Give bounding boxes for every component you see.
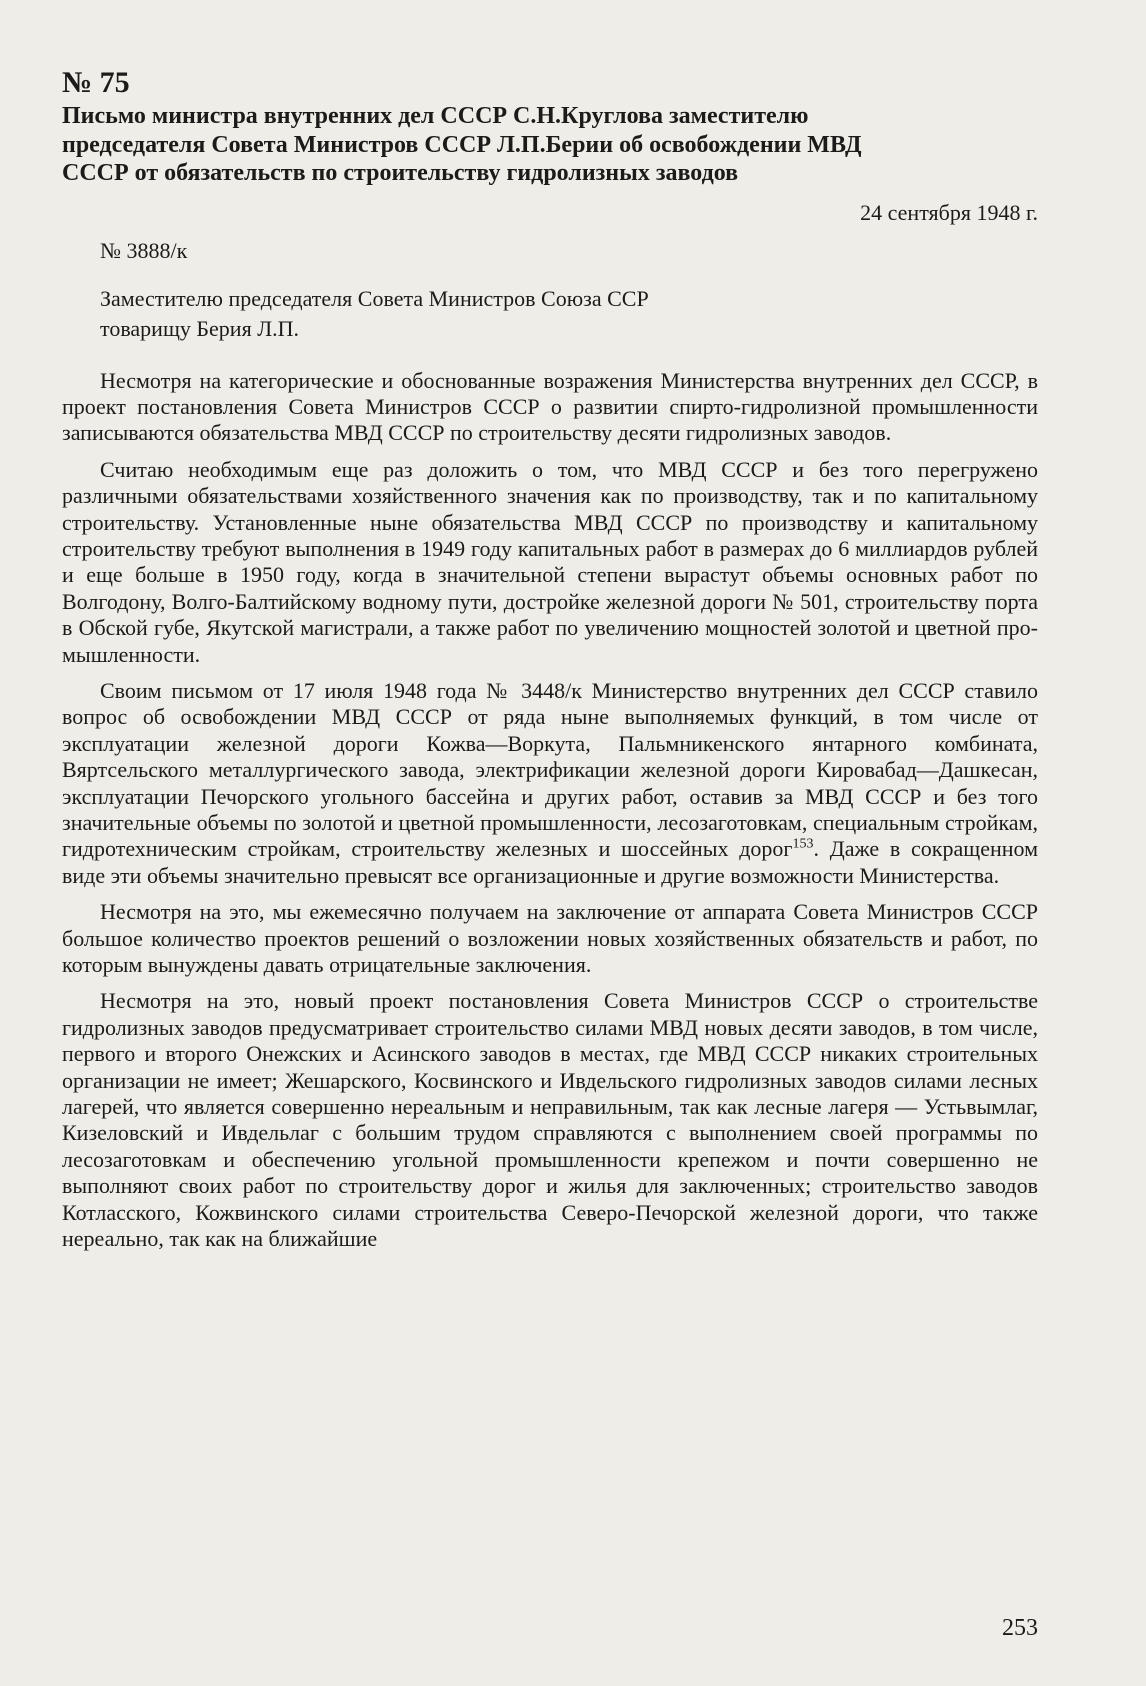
page-number: 253 [1002,1615,1038,1641]
paragraph: Несмотря на категорические и обоснованные возражения Министерства внутренних дел СССР, в проект постановления Совета Министров СССР о развитии спирто-гидролизной промышленности записываются обязательства МВД СССР по строительству десяти гидролизных заводов. [62,367,1038,446]
paragraph-text: Своим письмом от 17 июля 1948 года № 3448/к Министерство внутренних дел СССР ставило вопрос об освобождении МВД СССР от ряда ныне выполняемых функций, в том числе от эксплуатации железной дороги Кожва—Воркута, Пальмникенского янтарного комбината, Вяртсельского металлургического завода, электрификации железной дороги Кировабад—Дашкесан, эксплуатации Печорского угольного бассейна и других работ, оставив за МВД СССР и без того значительные объемы по золотой и цветной промышленности, лесозаготовкам, специальным стройкам, гидротехническим стройкам, строительству железных и шоссейных дорог [62,677,1038,862]
addressee-line: Заместителю председателя Совета Министров Союза ССР [100,285,649,311]
document-date: 24 сентября 1948 г. [860,199,1038,225]
paragraph-text: . Даже в сокращенном виде эти объемы значительно превысят все организационные и другие возможности Министерства. [62,836,1039,888]
paragraph: Несмотря на это, новый проект постановления Совета Министров СССР о строительстве гидролизных заводов предусматривает строительство силами МВД новых десяти заводов, в том числе, первого и второго Онежских и Асинского заводов в местах, где МВД СССР никаких строительных организации не имеет; Жешарского, Косвинского и Ивдельского гидролизных заводов силами лесных лагерей, что является совершенно нереальным и неправильным, так как лесные лагеря — Устьвымлаг, Кизеловский и Ивдельлаг с большим трудом справляются с выполнением своей программы по лесозаготовкам и обеспечению угольной промышленности крепежом и почти совершенно не выполняют своих работ по строительству дорог и жилья для заключенных; строительство заводов Котласского, Кожвинского силами строительства Северо-Печорской железной дороги, что также нереально, так как на ближайшие [62,988,1038,1252]
addressee-line: товарищу Берия Л.П. [100,315,299,341]
document-page [62,66,1038,1263]
document-title: Письмо министра внутренних дел СССР С.Н.Круглова заместителю председателя Совета Министров СССР Л.П.Берии об освобождении МВД СССР от обязательств по строительству гидролизных заводов [62,103,862,186]
addressee-block [100,284,1038,344]
letter-body [62,368,1038,1253]
document-number: № 75 [62,66,130,99]
reference-number: № 3888/к [100,237,188,263]
paragraph: Несмотря на это, мы ежемесячно получаем на заключение от аппарата Совета Министров СССР большое количество проектов решений о возложении новых хозяйственных обязательств и работ, по которым вынуждены давать отрицательные заключения. [62,899,1038,978]
paragraph: Считаю необходимым еще раз доложить о том, что МВД СССР и без того перегружено различными обязательствами хозяйственного значения как по производству, так и по капитальному строительству. Установленные ныне обязательства МВД СССР по производству и капитальному строительству требуют выполнения в 1949 году капитальных работ в размерах до 6 миллиардов рублей и еще больше в 1950 году, когда в значительной степени вырастут объемы основных работ по Волгодону, Волго-Балтийскому водному пути, достройке железной дороги № 501, строительству порта в Обской губе, Якутской магистрали, а также работ по увеличению мощностей золотой и цветной промышленности. [62,456,1038,667]
footnote-reference: 153 [792,837,814,853]
paragraph [62,678,1038,889]
